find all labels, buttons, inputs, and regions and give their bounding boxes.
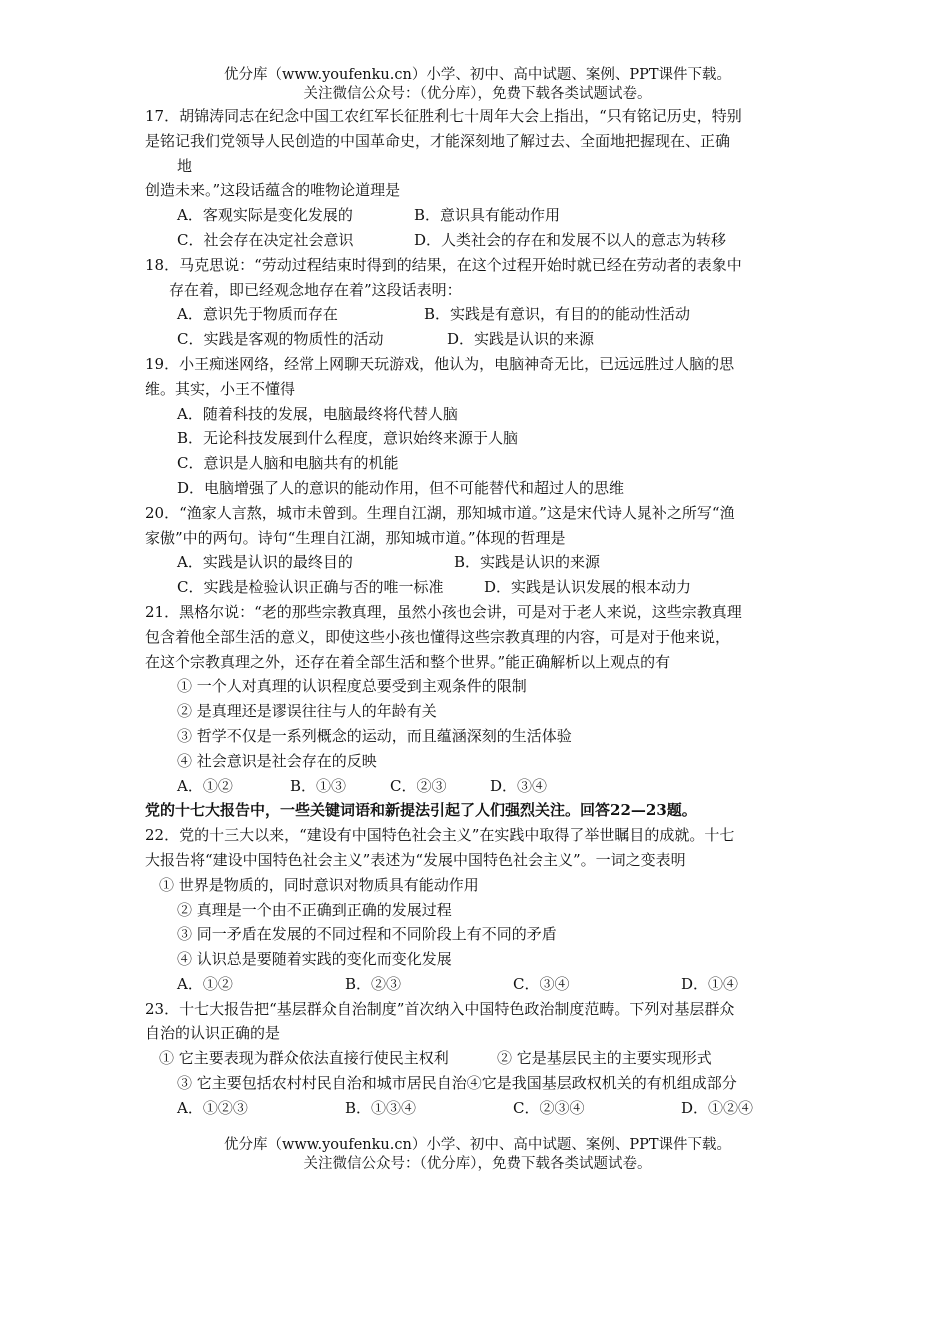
statement-3: ③ 它主要包括农村村民自治和城市居民自治④它是我国基层政权机关的有机组成部分 <box>177 1074 737 1093</box>
question-text: 21．黑格尔说：“老的那些宗教真理，虽然小孩也会讲，可是对于老人来说，这些宗教真理 <box>145 602 742 621</box>
option-b: B．①③④ <box>345 1098 417 1117</box>
question-text: 家傲”中的两句。诗句“生理自江湖，那知城市道。”体现的哲理是 <box>145 528 566 547</box>
document-page <box>145 66 810 1121</box>
option-row <box>145 302 810 327</box>
option-a: A．实践是认识的最终目的 <box>177 553 353 572</box>
statement-4: ④ 认识总是要随着实践的变化而变化发展 <box>177 950 452 969</box>
statement-1: ① 世界是物质的，同时意识对物质具有能动作用 <box>159 875 479 894</box>
statement-1: ① 它主要表现为群众依法直接行使民主权利 <box>159 1049 449 1068</box>
option-c: C．实践是客观的物质性的活动 <box>177 330 384 349</box>
option-d: D．实践是认识发展的根本动力 <box>484 578 692 597</box>
question-text: 自治的认识正确的是 <box>145 1024 281 1043</box>
header-line-2: 关注微信公众号：（优分库），免费下载各类试题试卷。 <box>303 86 652 102</box>
option-row <box>145 774 810 799</box>
option-row <box>145 550 810 575</box>
option-a: A．客观实际是变化发展的 <box>177 206 353 225</box>
question-21 <box>145 600 810 798</box>
option-c: C．实践是检验认识正确与否的唯一标准 <box>177 578 444 597</box>
option-b: B．实践是有意识，有目的的能动性活动 <box>424 305 691 324</box>
option-d: D．人类社会的存在和发展不以人的意志为转移 <box>414 230 727 249</box>
question-18 <box>145 253 810 352</box>
question-text: 是铭记我们党领导人民创造的中国革命史，才能深刻地了解过去、全面地把握现在、正确 <box>145 131 731 150</box>
question-text: 17．胡锦涛同志在纪念中国工农红军长征胜利七十周年大会上指出，“只有铭记历史，特别 <box>145 107 742 125</box>
statement-2: ② 它是基层民主的主要实现形式 <box>497 1049 712 1068</box>
option-a: A．意识先于物质而存在 <box>177 305 338 324</box>
option-b: B．②③ <box>345 974 402 993</box>
question-19 <box>145 352 810 501</box>
option-row <box>145 203 810 228</box>
section-intro: 党的十七大报告中，一些关键词语和新提法引起了人们强烈关注。回答22—23题。 <box>145 801 697 820</box>
option-c: C．②③ <box>390 776 447 795</box>
question-text: 维。其实，小王不懂得 <box>145 379 296 398</box>
statement-1: ① 一个人对真理的认识程度总要受到主观条件的限制 <box>177 677 527 696</box>
option-row <box>145 327 810 352</box>
header-line-1: 优分库（www.youfenku.cn）小学、初中、高中试题、案例、PPT课件下载。 <box>223 67 732 83</box>
option-b: B．意识具有能动作用 <box>414 206 561 225</box>
option-a: A．①② <box>177 974 233 993</box>
option-d: D．①②④ <box>681 1098 754 1117</box>
question-text: 大报告将“建设中国特色社会主义”表述为“发展中国特色社会主义”。一词之变表明 <box>145 850 686 869</box>
option-row <box>145 1096 810 1121</box>
statement-3: ③ 同一矛盾在发展的不同过程和不同阶段上有不同的矛盾 <box>177 925 557 944</box>
option-c: C．社会存在决定社会意识 <box>177 230 354 249</box>
question-22 <box>145 823 810 997</box>
option-a: A．①② <box>177 776 233 795</box>
statement-row <box>145 1046 810 1071</box>
question-text: 创造未来。”这段话蕴含的唯物论道理是 <box>145 181 401 200</box>
option-row <box>145 972 810 997</box>
statement-4: ④ 社会意识是社会存在的反映 <box>177 751 377 770</box>
option-c: C．②③④ <box>513 1098 585 1117</box>
question-text: 19．小王痴迷网络，经常上网聊天玩游戏，他认为，电脑神奇无比，已远远胜过人脑的思 <box>145 354 735 373</box>
option-a: A．①②③ <box>177 1098 248 1117</box>
option-d: D．实践是认识的来源 <box>447 330 595 349</box>
question-23 <box>145 997 810 1121</box>
page-header <box>145 66 810 104</box>
option-d: D．①④ <box>681 974 739 993</box>
statement-3: ③ 哲学不仅是一系列概念的运动，而且蕴涵深刻的生活体验 <box>177 726 572 745</box>
option-row <box>145 228 810 253</box>
option-d: D．电脑增强了人的意识的能动作用，但不可能替代和超过人的思维 <box>177 478 625 497</box>
option-a: A．随着科技的发展，电脑最终将代替人脑 <box>177 404 458 423</box>
option-c: C．③④ <box>513 974 570 993</box>
statement-2: ② 真理是一个由不正确到正确的发展过程 <box>177 900 452 919</box>
question-text: 22．党的十三大以来，“建设有中国特色社会主义”在实践中取得了举世瞩目的成就。十七 <box>145 826 735 845</box>
question-20 <box>145 501 810 600</box>
footer-line-1: 优分库（www.youfenku.cn）小学、初中、高中试题、案例、PPT课件下载。 <box>223 1137 732 1153</box>
question-text: 地 <box>177 156 193 175</box>
page-footer <box>145 1136 810 1174</box>
question-text: 存在着，即已经观念地存在着”这段话表明： <box>169 280 462 299</box>
option-c: C．意识是人脑和电脑共有的机能 <box>177 454 399 473</box>
question-text: 包含着他全部生活的意义，即使这些小孩也懂得这些宗教真理的内容，可是对于他来说， <box>145 627 731 646</box>
option-b: B．①③ <box>290 776 347 795</box>
option-d: D．③④ <box>490 776 548 795</box>
footer-line-2: 关注微信公众号：（优分库），免费下载各类试题试卷。 <box>303 1156 652 1172</box>
option-row <box>145 575 810 600</box>
question-text: 20．“渔家人言熬，城市未曾到。生理自江湖，那知城市道。”这是宋代诗人晁补之所写“渔 <box>145 503 735 522</box>
option-b: B．无论科技发展到什么程度，意识始终来源于人脑 <box>177 429 519 448</box>
question-17 <box>145 104 810 253</box>
statement-2: ② 是真理还是谬误往往与人的年龄有关 <box>177 702 437 721</box>
option-b: B．实践是认识的来源 <box>454 553 601 572</box>
question-text: 18．马克思说：“劳动过程结束时得到的结果，在这个过程开始时就已经在劳动者的表象中 <box>145 255 742 274</box>
question-text: 23．十七大报告把“基层群众自治制度”首次纳入中国特色政治制度范畴。下列对基层群众 <box>145 999 735 1018</box>
question-text: 在这个宗教真理之外，还存在着全部生活和整个世界。”能正确解析以上观点的有 <box>145 652 671 671</box>
